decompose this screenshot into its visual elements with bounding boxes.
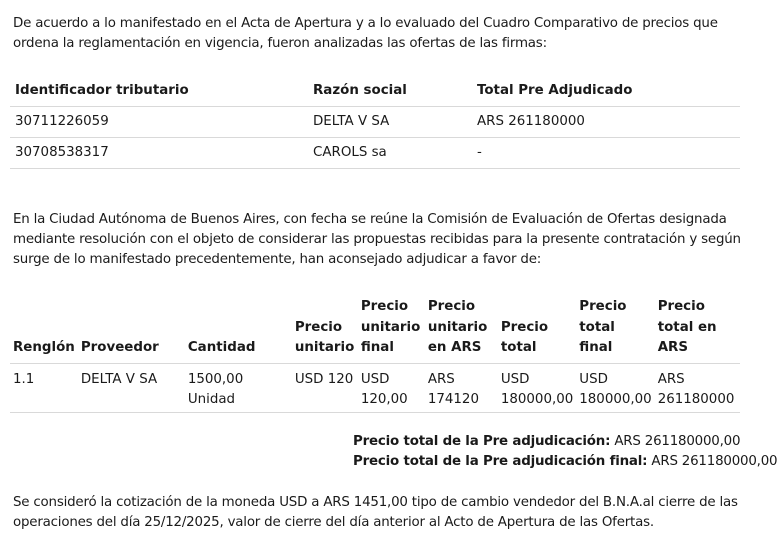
offers-table <box>10 76 740 169</box>
col-header-tax-id: Identificador tributario <box>10 76 308 107</box>
col-header-final-total-price: Precio total final <box>576 295 654 363</box>
col-header-quantity: Cantidad <box>185 295 292 363</box>
col-header-total-price: Precio total <box>498 295 576 363</box>
final-pre-award-total-label: Precio total de la Pre adjudicación final: <box>353 454 648 469</box>
col-header-final-unit-price: Precio unitario final <box>358 295 425 363</box>
tax-id-cell: 30711226059 <box>10 107 308 138</box>
company-name-cell: DELTA V SA <box>308 107 472 138</box>
supplier-cell: DELTA V SA <box>78 363 185 412</box>
award-header-row <box>10 295 740 363</box>
intro-paragraph: De acuerdo a lo manifestado en el Acta de Apertura y a lo evaluado del Cuadro Comparativo de precios que ordena la reglamentación en vigencia, fueron analizadas las ofertas de las firmas: <box>13 16 718 51</box>
final-total-price-cell: USD 180000,00 <box>576 363 654 412</box>
company-name-cell: CAROLS sa <box>308 138 472 169</box>
totals-block <box>353 432 777 472</box>
pre-award-total-line <box>353 432 743 452</box>
final-unit-price-cell: USD 120,00 <box>358 363 425 412</box>
offers-header-row <box>10 76 740 107</box>
table-row <box>10 107 740 138</box>
quantity-cell: 1500,00 Unidad <box>185 363 292 412</box>
exchange-rate-note: Se consideró la cotización de la moneda USD a ARS 1451,00 tipo de cambio vendedor del B.N.A.al cierre de las operaciones del día 25/12/2025, valor de cierre del día anterior al Acto de Apertura de las Ofertas. <box>13 495 738 530</box>
table-row <box>10 138 740 169</box>
col-header-unit-price: Precio unitario <box>292 295 358 363</box>
unit-price-cell: USD 120 <box>292 363 358 412</box>
unit-price-ars-cell: ARS 174120 <box>425 363 498 412</box>
col-header-company-name: Razón social <box>308 76 472 107</box>
col-header-total-price-ars: Precio total en ARS <box>655 295 740 363</box>
award-table <box>10 295 740 413</box>
col-header-line: Renglón <box>10 295 78 363</box>
total-cell: - <box>472 138 740 169</box>
col-header-unit-price-ars: Precio unitario en ARS <box>425 295 498 363</box>
total-price-cell: USD 180000,00 <box>498 363 576 412</box>
commission-paragraph: En la Ciudad Autónoma de Buenos Aires, con fecha se reúne la Comisión de Evaluación de Ofertas designada mediante resolución con el objeto de considerar las propuestas recibidas para la presente contratación y según surge de lo manifestado precedentemente, han aconsejado adjudicar a favor de: <box>13 212 741 267</box>
total-price-ars-cell: ARS 261180000 <box>655 363 740 412</box>
tax-id-cell: 30708538317 <box>10 138 308 169</box>
final-pre-award-total-line <box>353 452 777 472</box>
table-row <box>10 363 740 412</box>
col-header-supplier: Proveedor <box>78 295 185 363</box>
pre-award-total-label: Precio total de la Pre adjudicación: <box>353 434 611 449</box>
line-cell: 1.1 <box>10 363 78 412</box>
pre-award-total-value: ARS 261180000,00 <box>614 434 741 449</box>
final-pre-award-total-value: ARS 261180000,00 <box>651 454 777 469</box>
total-cell: ARS 261180000 <box>472 107 740 138</box>
col-header-total-pre-awarded: Total Pre Adjudicado <box>472 76 740 107</box>
